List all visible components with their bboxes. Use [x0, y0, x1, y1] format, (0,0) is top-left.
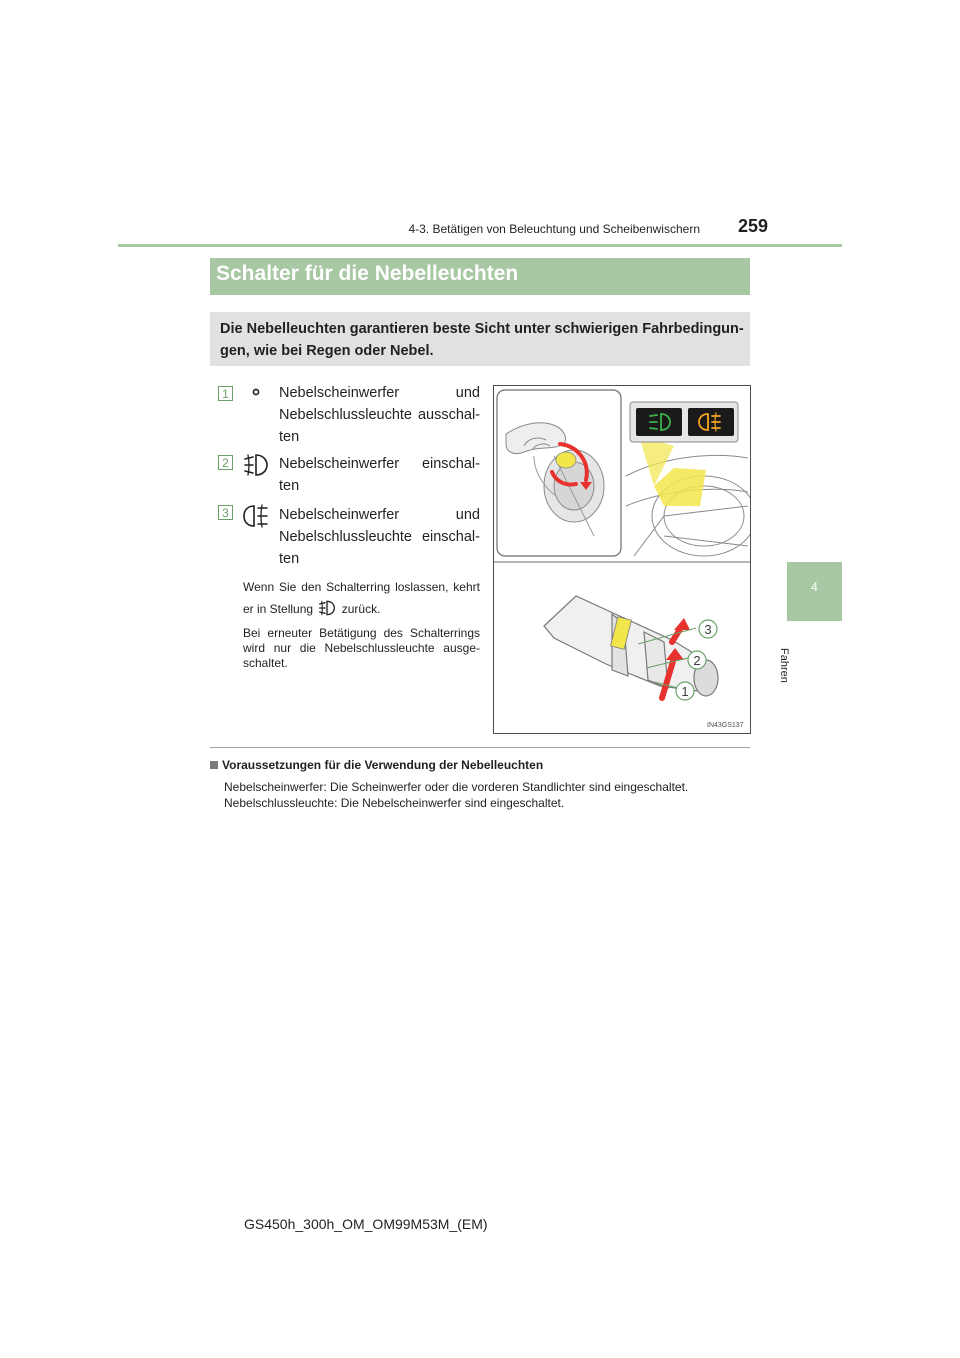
- item-text-2: Nebelscheinwerfer einschal-ten: [279, 456, 480, 494]
- rear-fog-light-icon: [241, 501, 271, 531]
- chapter-number: 4: [811, 580, 818, 594]
- conditions-line-1: Nebelscheinwerfer: Die Scheinwerfer oder die vorderen Standlichter sind eingeschaltet.: [224, 780, 689, 794]
- chapter-name: [780, 648, 810, 688]
- callout-1: 1: [681, 684, 689, 699]
- front-fog-light-icon: [241, 450, 271, 480]
- conditions-heading-text: Voraussetzungen für die Verwendung der Nebelleuchten: [222, 758, 544, 772]
- document-code-footer: GS450h_300h_OM_OM99M53M_(EM): [244, 1216, 488, 1232]
- callout-3: 3: [704, 622, 712, 637]
- conditions-heading: [210, 758, 543, 772]
- note-return-position: [243, 576, 480, 620]
- callout-2: 2: [693, 653, 701, 668]
- item-text-1: Nebelscheinwerfer und Nebelschlussleuchte ausschal-ten: [279, 385, 480, 445]
- front-fog-light-icon: [316, 598, 338, 618]
- square-bullet-icon: [210, 761, 218, 769]
- item-number-2: 2: [218, 455, 233, 470]
- conditions-line-2: Nebelschlussleuchte: Die Nebelscheinwerfer sind eingeschaltet.: [224, 796, 565, 810]
- illustration-code: IN43GS137: [707, 722, 744, 729]
- header-rule: [118, 244, 842, 247]
- note-return-before: Wenn Sie den Schalterring loslassen, kehrt er in Stellung: [243, 580, 480, 616]
- fog-light-switch-illustration: [493, 385, 751, 734]
- item-text-3: Nebelscheinwerfer und Nebelschlussleuchte einschal-ten: [279, 507, 480, 567]
- chapter-name-text: Fahren: [778, 648, 790, 683]
- section-title: Schalter für die Nebelleuchten: [216, 262, 519, 285]
- intro-text: Die Nebelleuchten garantieren beste Sicht unter schwierigen Fahrbedingun-gen, wie bei Regen oder Nebel.: [220, 321, 744, 359]
- item-number-3: 3: [218, 505, 233, 520]
- off-position-icon: [241, 378, 271, 408]
- running-header-section: 4-3. Betätigen von Beleuchtung und Scheibenwischern: [408, 222, 700, 236]
- note-return-after: zurück.: [341, 602, 381, 616]
- section-rule: [210, 747, 750, 748]
- item-number-1: 1: [218, 386, 233, 401]
- note-rear-fog: Bei erneuter Betätigung des Schalterrings wird nur die Nebelschlussleuchte ausge-schaltet.: [243, 626, 480, 670]
- page-number: 259: [738, 216, 769, 236]
